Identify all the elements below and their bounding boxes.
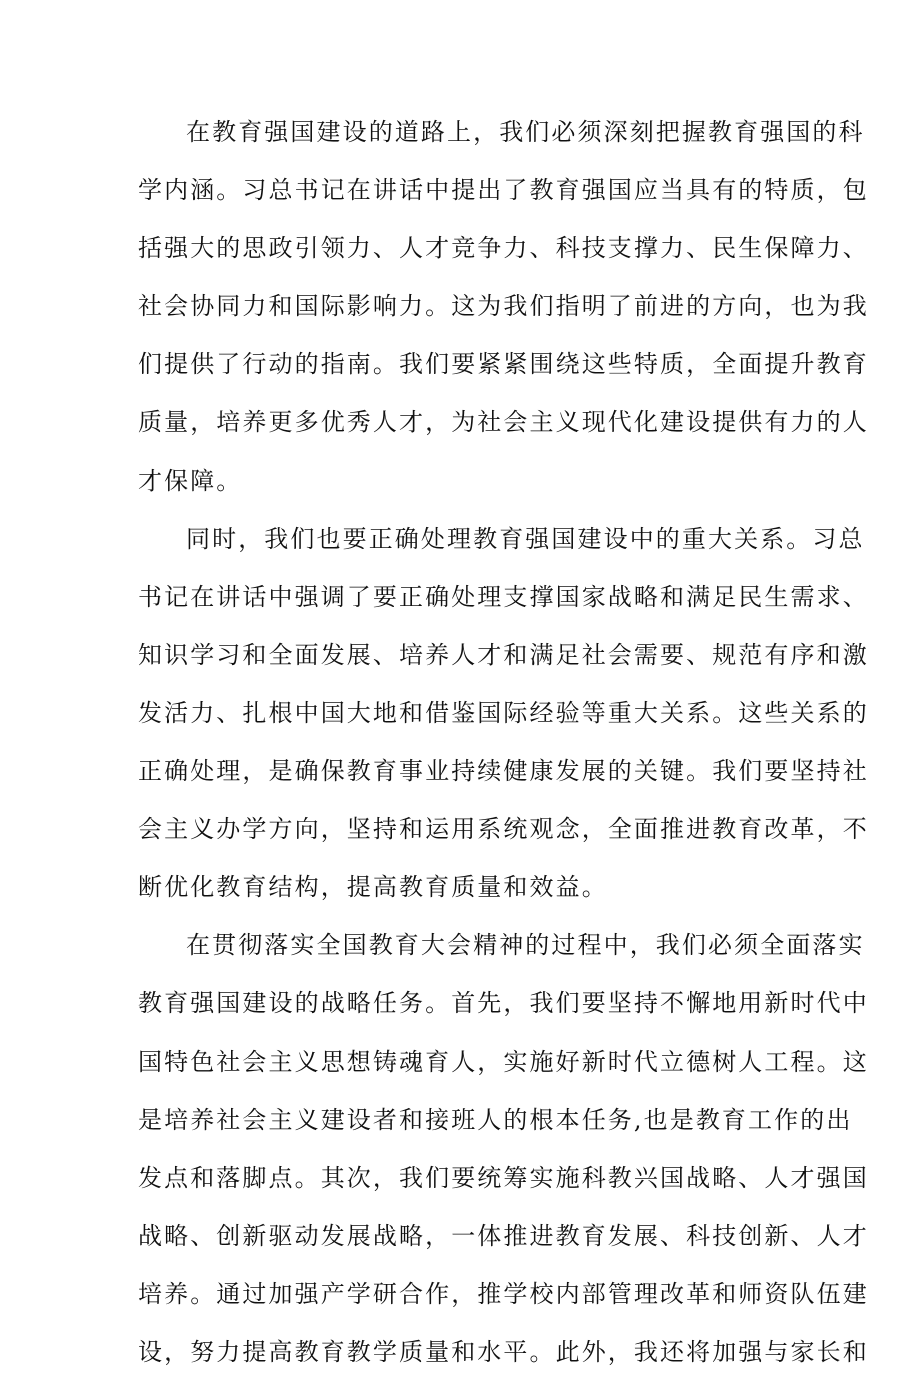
text-line: 知识学习和全面发展、培养人才和满足社会需要、规范有序和激: [138, 640, 869, 669]
paragraph: [138, 923, 869, 1374]
text-line: 在贯彻落实全国教育大会精神的过程中，我们必须全面落实: [186, 931, 865, 960]
text-line: 设，努力提高教育教学质量和水平。此外，我还将加强与家长和: [138, 1337, 869, 1366]
text-line: 培养。通过加强产学研合作，推学校内部管理改革和师资队伍建: [138, 1279, 869, 1308]
text-line: 学内涵。习总书记在讲话中提出了教育强国应当具有的特质，包: [138, 176, 869, 205]
text-line: 会主义办学方向，坚持和运用系统观念，全面推进教育改革，不: [138, 815, 869, 844]
text-line: 在教育强国建设的道路上，我们必须深刻把握教育强国的科: [186, 118, 865, 146]
text-line: 发点和落脚点。其次，我们要统筹实施科教兴国战略、人才强国: [138, 1163, 869, 1192]
paragraph: [138, 110, 869, 503]
text-line: 断优化教育结构，提高教育质量和效益。: [138, 873, 608, 902]
paragraph: [138, 517, 869, 910]
text-line: 们提供了行动的指南。我们要紧紧围绕这些特质，全面提升教育: [138, 350, 869, 379]
text-line: 同时，我们也要正确处理教育强国建设中的重大关系。习总: [186, 524, 865, 553]
text-line: 战略、创新驱动发展战略，一体推进教育发展、科技创新、人才: [138, 1221, 869, 1250]
text-line: 教育强国建设的战略任务。首先，我们要坚持不懈地用新时代中: [138, 989, 869, 1018]
text-line: 质量，培养更多优秀人才，为社会主义现代化建设提供有力的人: [138, 408, 869, 437]
text-line: 正确处理，是确保教育事业持续健康发展的关键。我们要坚持社: [138, 757, 869, 786]
text-line: 国特色社会主义思想铸魂育人，实施好新时代立德树人工程。这: [138, 1047, 869, 1076]
text-line: 括强大的思政引领力、人才竞争力、科技支撑力、民生保障力、: [138, 234, 869, 263]
document-body: [138, 110, 869, 1388]
text-line: 社会协同力和国际影响力。这为我们指明了前进的方向，也为我: [138, 292, 869, 321]
text-line: 书记在讲话中强调了要正确处理支撑国家战略和满足民生需求、: [138, 582, 869, 611]
text-line: 是培养社会主义建设者和接班人的根本任务,也是教育工作的出: [138, 1105, 853, 1134]
text-line: 发活力、扎根中国大地和借鉴国际经验等重大关系。这些关系的: [138, 698, 869, 727]
text-line: 才保障。: [138, 466, 243, 495]
